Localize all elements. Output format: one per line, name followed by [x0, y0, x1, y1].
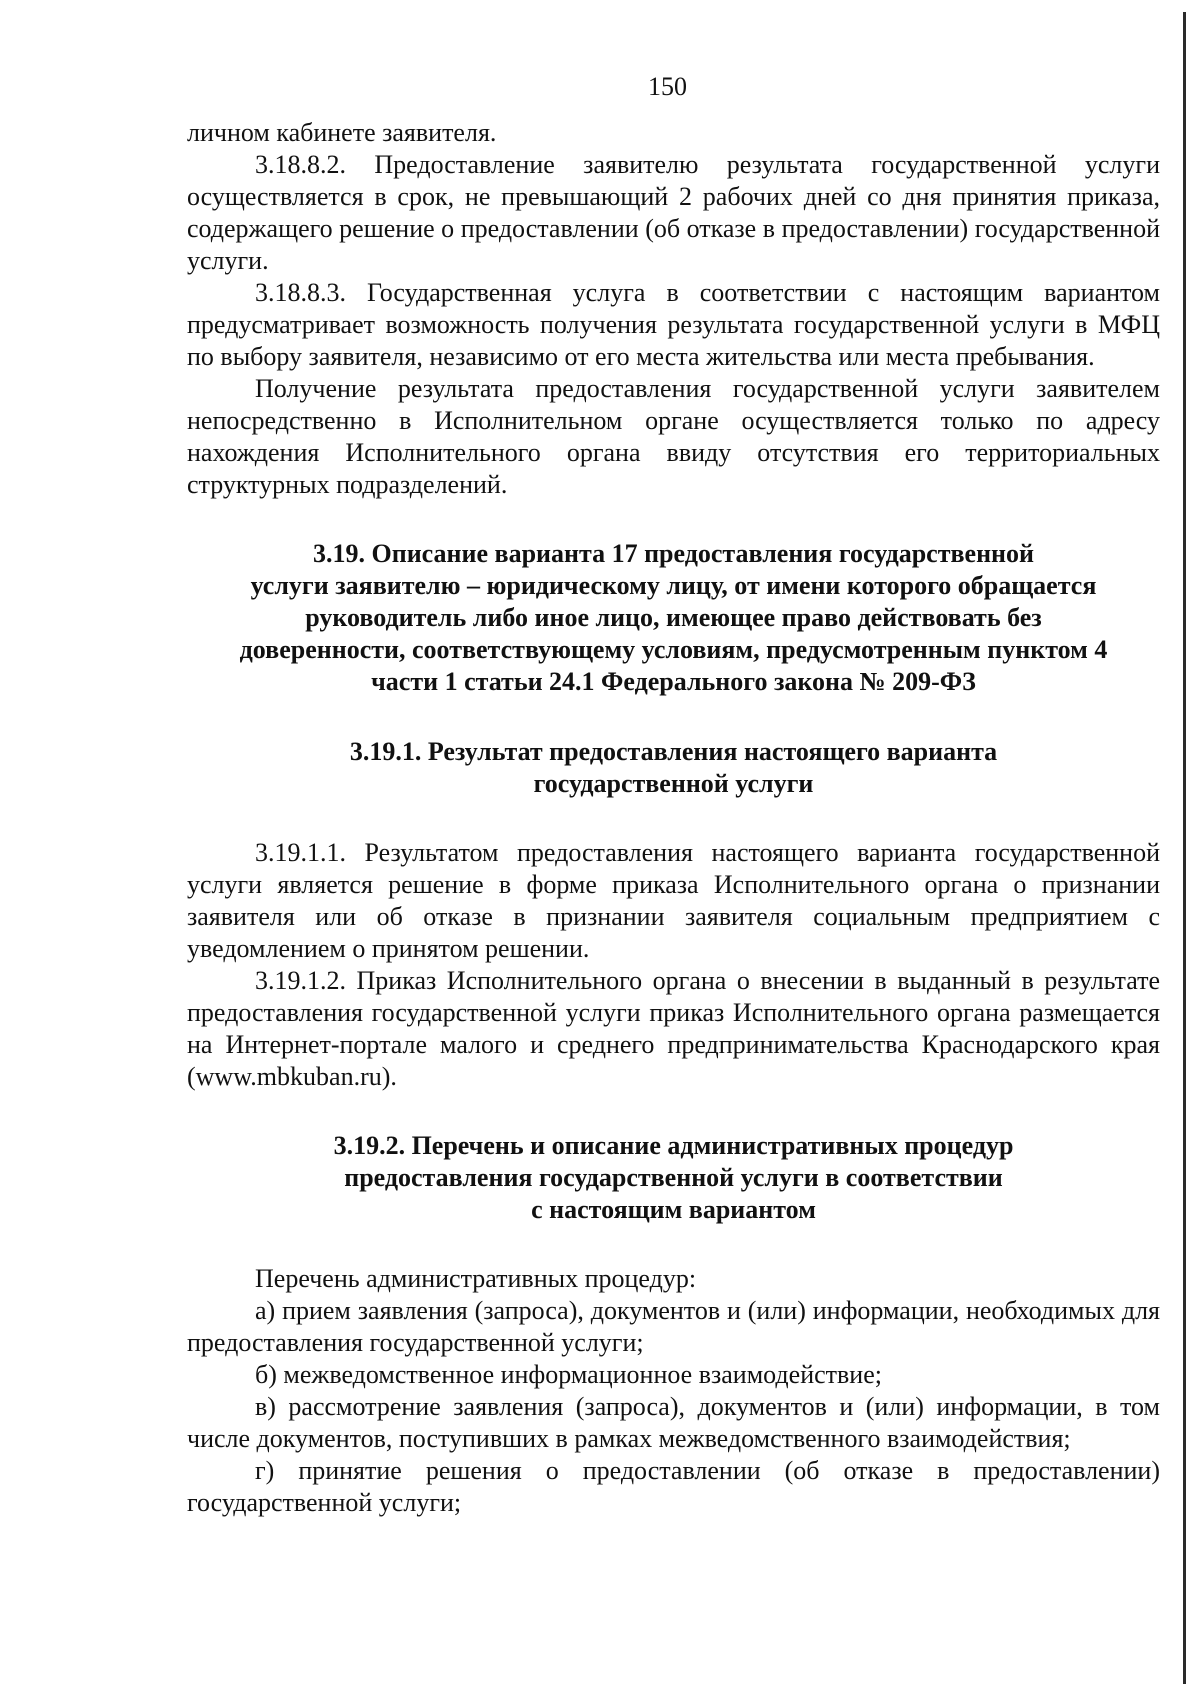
heading-line: части 1 статьи 24.1 Федерального закона № 209-ФЗ: [371, 667, 976, 696]
heading-line: предоставления государственной услуги в соответствии: [344, 1163, 1003, 1192]
paragraph-3-18-8-3: 3.18.8.3. Государственная услуга в соответствии с настоящим вариантом предусматривает возможность получения результата государственной услуги в МФЦ по выбору заявителя, независимо от его места жительства или места пребывания.: [187, 278, 1160, 371]
section-heading-3-19: [187, 538, 1160, 698]
document-body: [187, 117, 1160, 1519]
procedures-list-intro: Перечень административных процедур:: [255, 1264, 697, 1293]
paragraph-result-receipt: Получение результата предоставления государственной услуги заявителем непосредственно в Исполнительном органе осуществляется только по адресу нахождения Исполнительного органа ввиду отсутствия его территориальных структурных подразделений.: [187, 374, 1160, 499]
section-heading-3-19-2: [187, 1130, 1160, 1226]
heading-line: услуги заявителю – юридическому лицу, от имени которого обращается: [250, 571, 1097, 600]
paragraph-3-19-1-2: 3.19.1.2. Приказ Исполнительного органа о внесении в выданный в результате предоставления государственной услуги приказ Исполнительного органа размещается на Интернет-портале малого и среднего предпринимательства Краснодарского края (www.mbkuban.ru).: [187, 966, 1160, 1091]
heading-line: с настоящим вариантом: [531, 1195, 816, 1224]
page-edge-line: [1183, 12, 1186, 1684]
procedure-item-a: а) прием заявления (запроса), документов и (или) информации, необходимых для предоставления государственной услуги;: [187, 1296, 1160, 1357]
page-number: 150: [648, 72, 687, 101]
paragraph-3-18-8-2: 3.18.8.2. Предоставление заявителю результата государственной услуги осуществляется в срок, не превышающий 2 рабочих дней со дня принятия приказа, содержащего решение о предоставлении (об отказе в предоставлении) государственной услуги.: [187, 150, 1160, 275]
heading-line: 3.19.2. Перечень и описание административных процедур: [333, 1131, 1014, 1160]
paragraph-3-19-1-1: 3.19.1.1. Результатом предоставления настоящего варианта государственной услуги является решение в форме приказа Исполнительного органа о признании заявителя или об отказе в признании заявителя социальным предприятием с уведомлением о принятом решении.: [187, 838, 1160, 963]
procedure-item-v: в) рассмотрение заявления (запроса), документов и (или) информации, в том числе документов, поступивших в рамках межведомственного взаимодействия;: [187, 1392, 1160, 1453]
section-heading-3-19-1: [187, 736, 1160, 800]
heading-line: 3.19.1. Результат предоставления настоящего варианта: [349, 737, 998, 766]
procedure-item-b: б) межведомственное информационное взаимодействие;: [255, 1360, 882, 1389]
paragraph-continuation: личном кабинете заявителя.: [187, 118, 497, 147]
heading-line: руководитель либо иное лицо, имеющее право действовать без: [305, 603, 1042, 632]
procedure-item-g: г) принятие решения о предоставлении (об отказе в предоставлении) государственной услуги;: [187, 1456, 1160, 1517]
heading-line: государственной услуги: [533, 769, 814, 798]
heading-line: доверенности, соответствующему условиям, предусмотренным пунктом 4: [239, 635, 1108, 664]
heading-line: 3.19. Описание варианта 17 предоставления государственной: [312, 539, 1035, 568]
